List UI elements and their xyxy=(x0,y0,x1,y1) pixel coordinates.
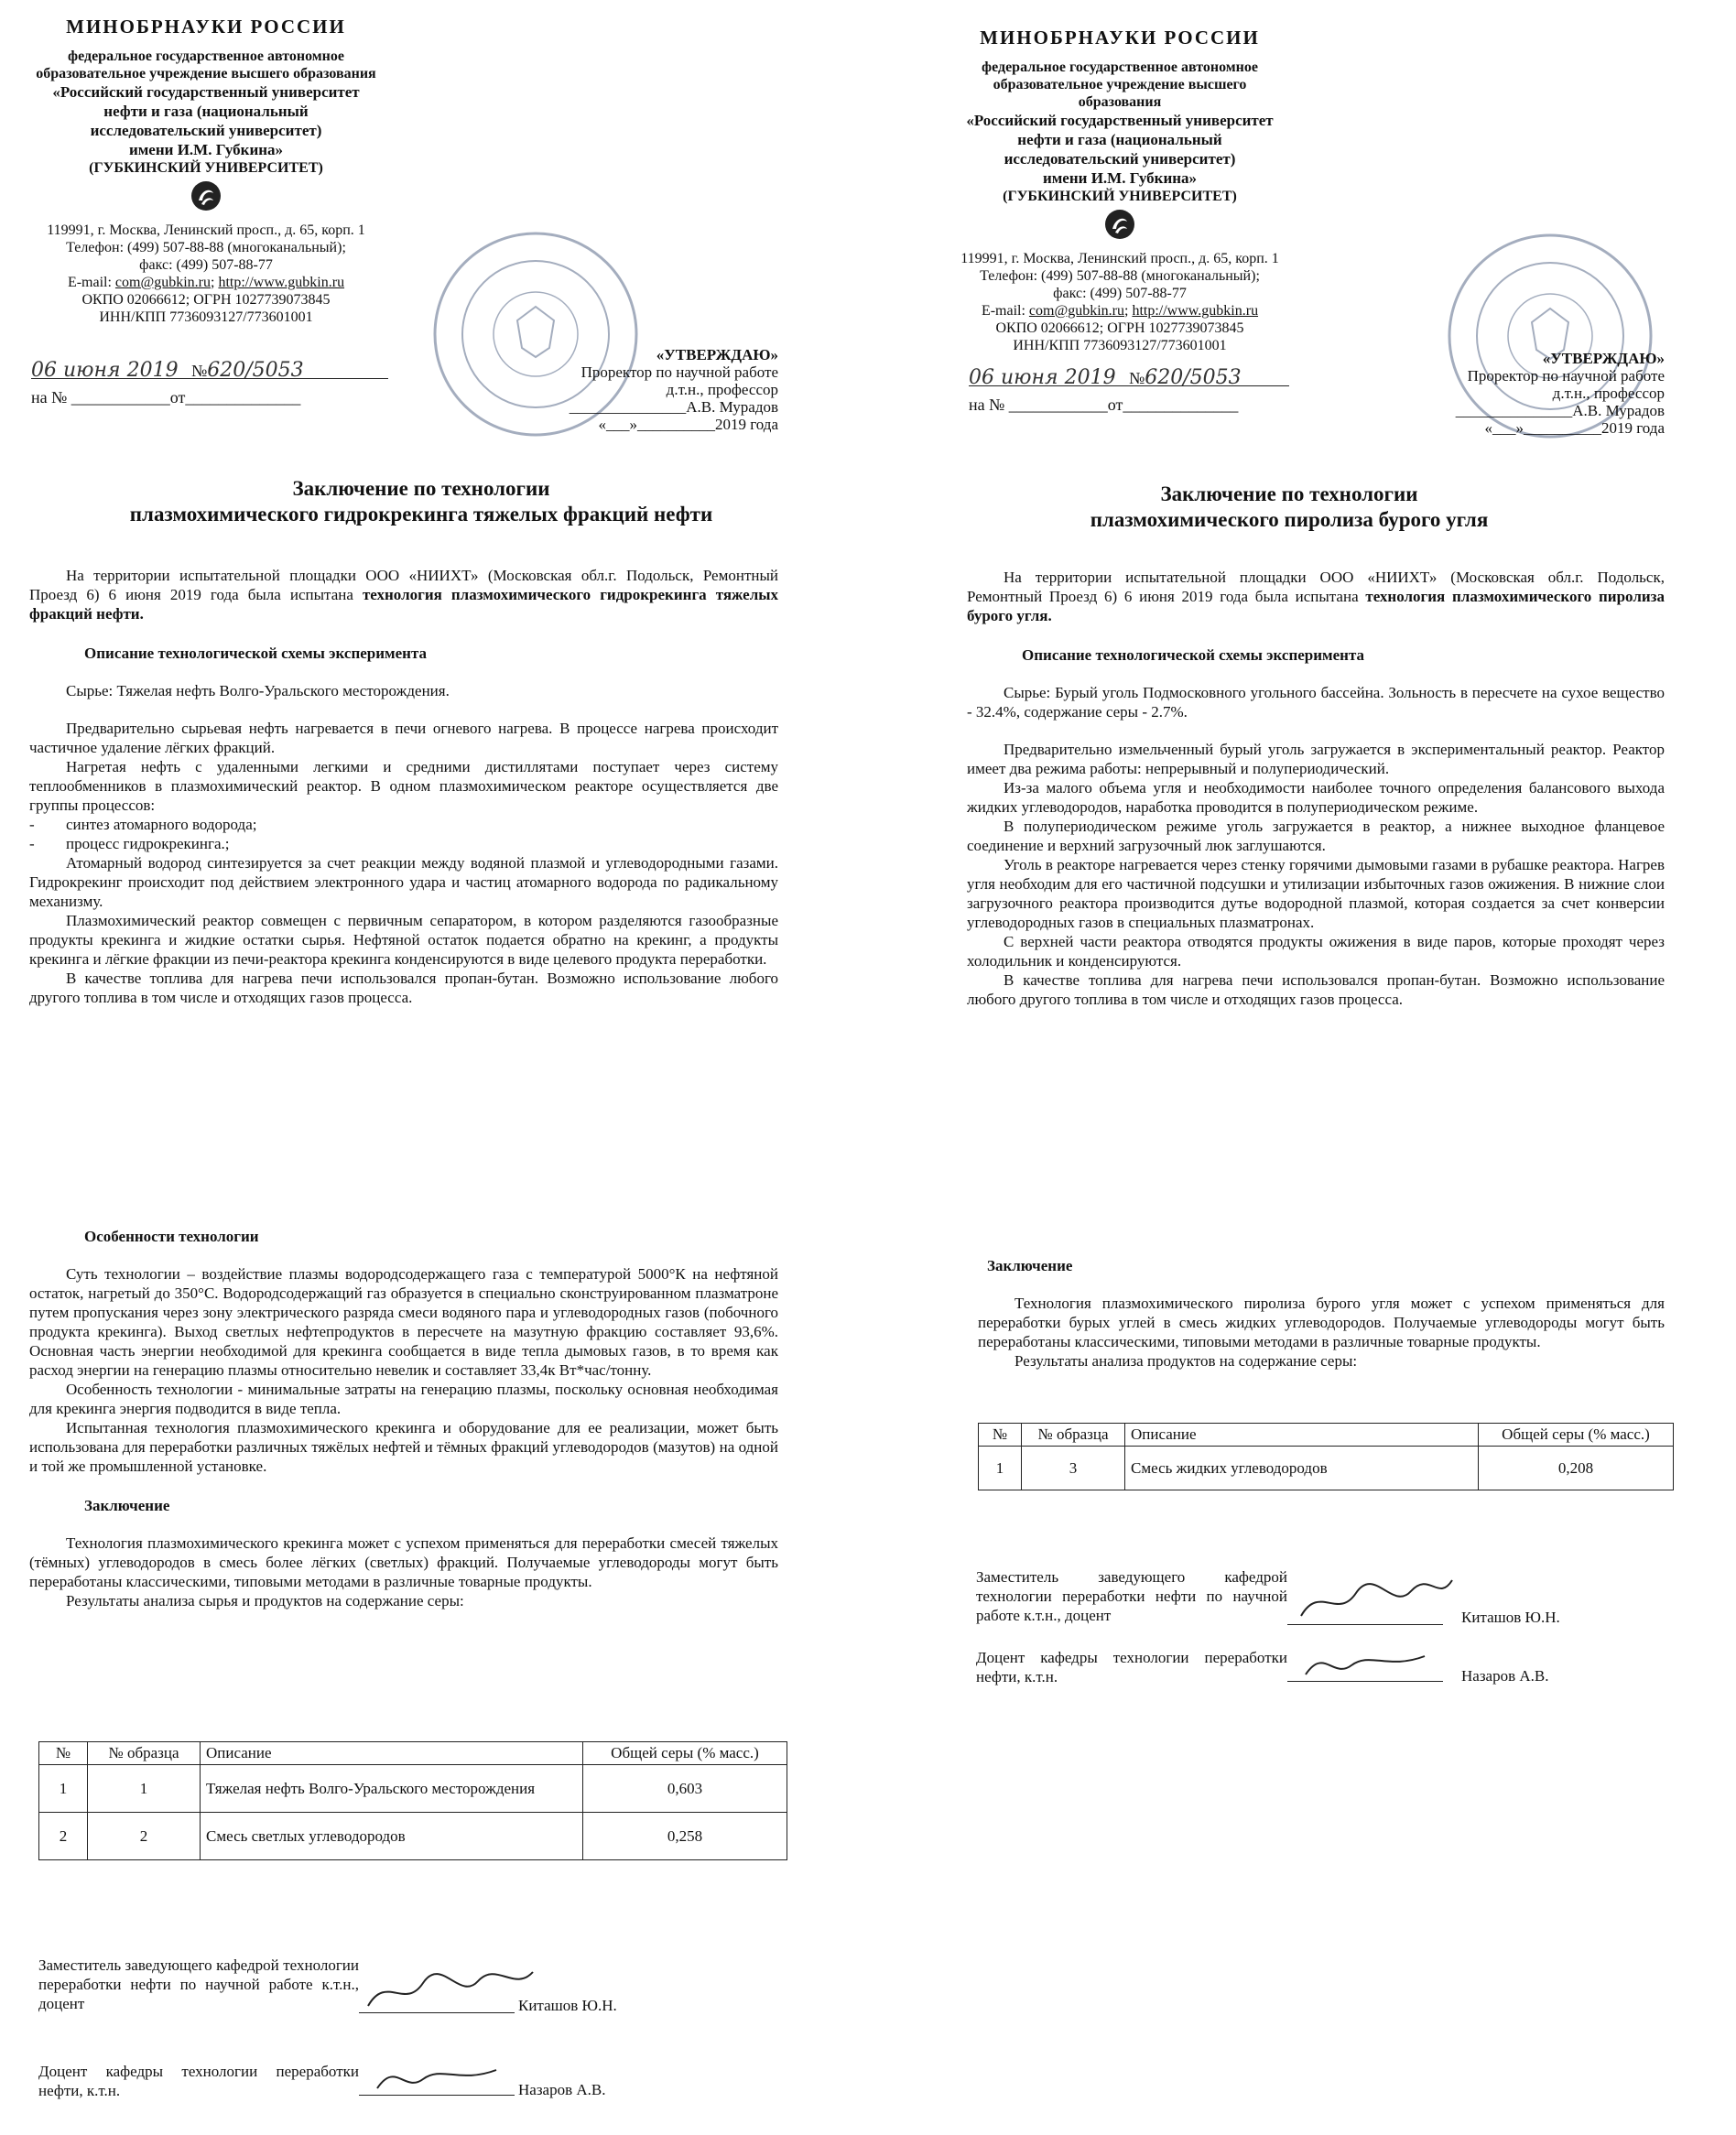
contacts: E-mail: com@gubkin.ru; http://www.gubkin.ru xyxy=(981,303,1259,319)
ministry: МИНОБРНАУКИ РОССИИ xyxy=(66,16,346,38)
approval-block xyxy=(485,346,778,433)
document-body xyxy=(967,568,1665,1009)
paragraph: Технология плазмохимического пиролиза бурого угля может с успехом применяться для переработки бурых углей в смесь жидких углеводородов. Получаемые углеводороды могут быть переработаны классическими, типовыми методами в различные товарные продукты. xyxy=(978,1295,1665,1350)
table-cell: 0,258 xyxy=(583,1813,787,1860)
approval-date: «___»__________2019 года xyxy=(598,416,778,433)
section-heading: Описание технологической схемы эксперимента xyxy=(1022,646,1365,664)
university-name: имени И.М. Губкина» xyxy=(1042,169,1198,187)
university-name: нефти и газа (национальный xyxy=(103,103,309,120)
reg-no-label: № xyxy=(1129,369,1145,387)
site-link[interactable]: http://www.gubkin.ru xyxy=(1132,303,1259,319)
paragraph: Сырье: Бурый уголь Подмосковного угольного бассейна. Зольность в пересчете на сухое вещество - 32.4%, содержание серы - 2.7%. xyxy=(967,684,1665,721)
org-line: образовательное учреждение высшего образования xyxy=(993,77,1247,110)
university-name: имени И.М. Губкина» xyxy=(128,141,284,158)
approval-position: Проректор по научной работе xyxy=(580,363,778,381)
contacts: E-mail: com@gubkin.ru; http://www.gubkin.ru xyxy=(67,275,345,290)
paragraph: В полупериодическом режиме уголь загружается в реактор, а нижнее выходное фланцевое соединение и верхний загрузочный люк заглушаются. xyxy=(967,818,1665,854)
university-logo-icon xyxy=(1104,209,1135,240)
paragraph: Уголь в реакторе нагревается через стенку горячими дымовыми газами в рубашке реактора. Нагрев угля необходим для его частичной подсушки и утилизации избыточных газов ожижения. В нижние слои загрузочного реактора производится дутье водородной плазмой, которая создается за счет конверсии углеводородных газов в специальных плазматронах. xyxy=(967,856,1665,931)
signer-role: Доцент кафедры технологии переработки нефти, к.т.н. xyxy=(976,1649,1287,1685)
reg-number: 620/5053 xyxy=(1145,366,1242,389)
table-cell: 3 xyxy=(1022,1447,1125,1490)
paragraph: Испытанная технология плазмохимического крекинга и оборудование для ее реализации, может быть использована для переработки различных тяжёлых нефтей и тёмных фракций углеводородов (мазутов) на одной и той же промышленной установке. xyxy=(29,1419,778,1475)
org-line: федеральное государственное автономное xyxy=(982,60,1258,75)
document-title: Заключение по технологии плазмохимического пиролиза бурого угля xyxy=(1090,482,1489,531)
approval-date: «___»__________2019 года xyxy=(1484,419,1665,437)
signer-name: Назаров А.В. xyxy=(1461,1667,1549,1685)
process-list xyxy=(29,815,778,853)
signer-role: Доцент кафедры технологии переработки нефти, к.т.н. xyxy=(38,2063,359,2099)
fax: факс: (499) 507-88-77 xyxy=(139,257,273,273)
paragraph: Сырье: Тяжелая нефть Волго-Уральского месторождения. xyxy=(66,682,450,699)
registration-line xyxy=(31,359,397,382)
table-cell: Смесь светлых углеводородов xyxy=(201,1813,583,1860)
approval-block xyxy=(1408,350,1665,437)
table-cell: 2 xyxy=(39,1813,88,1860)
table-cell: 0,208 xyxy=(1479,1447,1674,1490)
signer-role: Заместитель заведующего кафедрой технологии переработки нефти по научной работе к.т.н., доцент xyxy=(976,1568,1287,1624)
approval-name: _______________А.В. Мурадов xyxy=(1455,402,1665,419)
university-short-name: (ГУБКИНСКИЙ УНИВЕРСИТЕТ) xyxy=(1003,189,1237,204)
email-link[interactable]: com@gubkin.ru xyxy=(114,275,211,290)
address: 119991, г. Москва, Ленинский просп., д. 65, корп. 1 xyxy=(960,251,1279,266)
table-cell: 2 xyxy=(88,1813,201,1860)
signature-nazarov-icon xyxy=(368,2056,515,2102)
address: 119991, г. Москва, Ленинский просп., д. 65, корп. 1 xyxy=(47,222,365,238)
university-name: «Российский государственный университет xyxy=(966,112,1274,129)
reference-line: на № ____________от______________ xyxy=(969,396,1239,414)
signer-name: Киташов Ю.Н. xyxy=(518,1997,617,2014)
list-item: - процесс гидрокрекинга.; xyxy=(29,835,230,852)
reg-no-label: № xyxy=(191,362,208,380)
column-header: Общей серы (% масс.) xyxy=(583,1742,787,1765)
signature-kitashov-icon xyxy=(1292,1575,1457,1630)
section-heading: Особенности технологии xyxy=(84,1228,259,1245)
table-cell: Тяжелая нефть Волго-Уральского месторождения xyxy=(201,1765,583,1813)
phone: Телефон: (499) 507-88-88 (многоканальный); xyxy=(66,240,346,255)
paragraph: Технология плазмохимического крекинга может с успехом применяться для переработки смесей тяжелых (тёмных) углеводородов в смесь более лёгких (светлых) фракций. Получаемые углеводороды могут быть переработаны классическими, типовыми методами в различные товарные продукты. xyxy=(29,1534,778,1590)
approval-degree: д.т.н., профессор xyxy=(666,381,778,398)
results-table xyxy=(978,1423,1674,1490)
document-right xyxy=(868,0,1736,2135)
paragraph: Предварительно сырьевая нефть нагревается в печи огневого нагрева. В процессе нагрева происходит частичное удаление лёгких фракций. xyxy=(29,720,778,756)
table-cell: 0,603 xyxy=(583,1765,787,1813)
section-heading: Заключение xyxy=(987,1257,1073,1274)
table-cell: Смесь жидких углеводородов xyxy=(1125,1447,1479,1490)
table-cell: 1 xyxy=(88,1765,201,1813)
approval-degree: д.т.н., профессор xyxy=(1552,385,1665,402)
site-link[interactable]: http://www.gubkin.ru xyxy=(218,275,345,290)
inn: ИНН/КПП 7736093127/773601001 xyxy=(1013,338,1227,353)
okpo: ОКПО 02066612; ОГРН 1027739073845 xyxy=(995,320,1244,336)
paragraph: Нагретая нефть с удаленными легкими и средними дистиллятами поступает через систему теплообменников в плазмохимический реактор. В одном плазмохимическом реакторе осуществляется две группы процессов: xyxy=(29,758,778,814)
column-header: № xyxy=(979,1424,1022,1447)
paragraph: Результаты анализа сырья и продуктов на содержание серы: xyxy=(66,1592,464,1609)
intro-paragraph: На территории испытательной площадки ООО «НИИХТ» (Московская обл.г. Подольск, Ремонтный Проезд 6) 6 июня 2019 года была испытана технология плазмохимического гидрокрекинга тяжелых фракций нефти. xyxy=(29,567,778,623)
signature-block xyxy=(38,1956,826,2120)
paragraph: Особенность технологии - минимальные затраты на генерацию плазмы, поскольку основная необходимая для крекинга энергия подводится в виде тепла. xyxy=(29,1381,778,1417)
table-row xyxy=(39,1813,787,1860)
approval-name: _______________А.В. Мурадов xyxy=(569,398,778,416)
column-header: Описание xyxy=(201,1742,583,1765)
okpo: ОКПО 02066612; ОГРН 1027739073845 xyxy=(81,292,331,308)
university-name: «Российский государственный университет xyxy=(52,83,360,101)
org-line: федеральное государственное автономное xyxy=(68,49,344,64)
signer-name: Киташов Ю.Н. xyxy=(1461,1609,1560,1626)
document-body-page2 xyxy=(978,1236,1665,1371)
signer-name: Назаров А.В. xyxy=(518,2081,606,2098)
approval-title: «УТВЕРЖДАЮ» xyxy=(656,346,778,363)
registration-line xyxy=(969,366,1289,389)
table-header-row xyxy=(39,1742,787,1765)
reg-number: 620/5053 xyxy=(207,359,304,382)
table-row xyxy=(979,1447,1674,1490)
university-name: исследовательский университет) xyxy=(1004,150,1236,168)
column-header: № xyxy=(39,1742,88,1765)
intro-paragraph: На территории испытательной площадки ООО «НИИХТ» (Московская обл.г. Подольск, Ремонтный Проезд 6) 6 июня 2019 года была испытана технология плазмохимического пиролиза бурого угля. xyxy=(967,569,1665,624)
paragraph: С верхней части реактора отводятся продукты ожижения в виде паров, которые проходят через холодильник и конденсируются. xyxy=(967,933,1665,970)
document-body xyxy=(29,566,778,1007)
inn: ИНН/КПП 7736093127/773601001 xyxy=(99,309,313,325)
university-logo-icon xyxy=(190,180,222,211)
section-heading: Описание технологической схемы эксперимента xyxy=(84,645,428,662)
approval-title: «УТВЕРЖДАЮ» xyxy=(1542,350,1665,367)
column-header: № образца xyxy=(88,1742,201,1765)
list-item: - синтез атомарного водорода; xyxy=(29,816,257,833)
paragraph: Из-за малого объема угля и необходимости наиболее точного определения балансового выхода жидких углеводородов, наработка проводится в полупериодическом режиме. xyxy=(967,779,1665,816)
paragraph: Предварительно измельченный бурый уголь загружается в экспериментальный реактор. Реактор имеет два режима работы: непрерывный и полупериодический. xyxy=(967,741,1665,777)
reg-date: 06 июня 2019 xyxy=(31,359,179,382)
org-line: образовательное учреждение высшего образования xyxy=(36,66,376,81)
email-link[interactable]: com@gubkin.ru xyxy=(1028,303,1124,319)
reference-line: на № ____________от______________ xyxy=(31,388,301,406)
letterhead xyxy=(960,24,1280,354)
table-cell: 1 xyxy=(979,1447,1022,1490)
letterhead xyxy=(18,13,394,326)
document-body-page2 xyxy=(29,1207,778,1610)
signature-nazarov-icon xyxy=(1297,1642,1443,1688)
approval-position: Проректор по научной работе xyxy=(1467,367,1665,385)
ministry: МИНОБРНАУКИ РОССИИ xyxy=(980,27,1260,49)
table-cell: 1 xyxy=(39,1765,88,1813)
paragraph: Атомарный водород синтезируется за счет реакции между водяной плазмой и углеводородными газами. Гидрокрекинг происходит под действием электронного удара и частиц атомарного водорода по радикальному механизму. xyxy=(29,854,778,910)
column-header: Общей серы (% масс.) xyxy=(1479,1424,1674,1447)
signature-kitashov-icon xyxy=(359,1965,542,2020)
table-header-row xyxy=(979,1424,1674,1447)
paragraph: В качестве топлива для нагрева печи использовался пропан-бутан. Возможно использование любого другого топлива в том числе и отходящих газов процесса. xyxy=(29,970,778,1006)
document-title: Заключение по технологии плазмохимического гидрокрекинга тяжелых фракций нефти xyxy=(129,477,713,526)
phone: Телефон: (499) 507-88-88 (многоканальный); xyxy=(980,268,1260,284)
fax: факс: (499) 507-88-77 xyxy=(1053,286,1187,301)
reg-date: 06 июня 2019 xyxy=(969,366,1116,389)
paragraph: Результаты анализа продуктов на содержание серы: xyxy=(1014,1352,1358,1370)
university-short-name: (ГУБКИНСКИЙ УНИВЕРСИТЕТ) xyxy=(89,160,323,176)
paragraph: Суть технологии – воздействие плазмы водородсодержащего газа с температурой 5000°К на нефтяной остаток, нагретый до 350°С. Водородсодержащий газ образуется в специально сконструированном плазматроне путем пропускания через зону электрического разряда смеси водяного пара и углеводородных газов (побочного продукта крекинга). Выход светлых нефтепродуктов в пересчете на мазутную фракцию составляет 93,6%. Основная часть энергии необходимой для крекинга сообщается в виде тепла дымовых газов, в то время как расход энергии на генерацию плазмы относительно невелик и составляет 33,4к Вт*час/тонну. xyxy=(29,1265,778,1379)
university-name: нефти и газа (национальный xyxy=(1017,131,1222,148)
results-table xyxy=(38,1741,787,1860)
paragraph: Плазмохимический реактор совмещен с первичным сепаратором, в котором разделяются газообразные продукты крекинга и жидкие остатки сырья. Нефтяной остаток подается обратно на крекинг, а продукты крекинга и лёгкие фракции из печи-реактора крекинга конденсируются в виде целевого продукта переработки. xyxy=(29,912,778,968)
signature-block xyxy=(976,1567,1672,1732)
table-row xyxy=(39,1765,787,1813)
signer-role: Заместитель заведующего кафедрой технологии переработки нефти по научной работе к.т.н., доцент xyxy=(38,1956,359,2012)
section-heading: Заключение xyxy=(84,1497,170,1514)
column-header: Описание xyxy=(1125,1424,1479,1447)
paragraph: В качестве топлива для нагрева печи использовался пропан-бутан. Возможно использование любого другого топлива в том числе и отходящих газов процесса. xyxy=(967,971,1665,1008)
university-name: исследовательский университет) xyxy=(90,122,322,139)
column-header: № образца xyxy=(1022,1424,1125,1447)
